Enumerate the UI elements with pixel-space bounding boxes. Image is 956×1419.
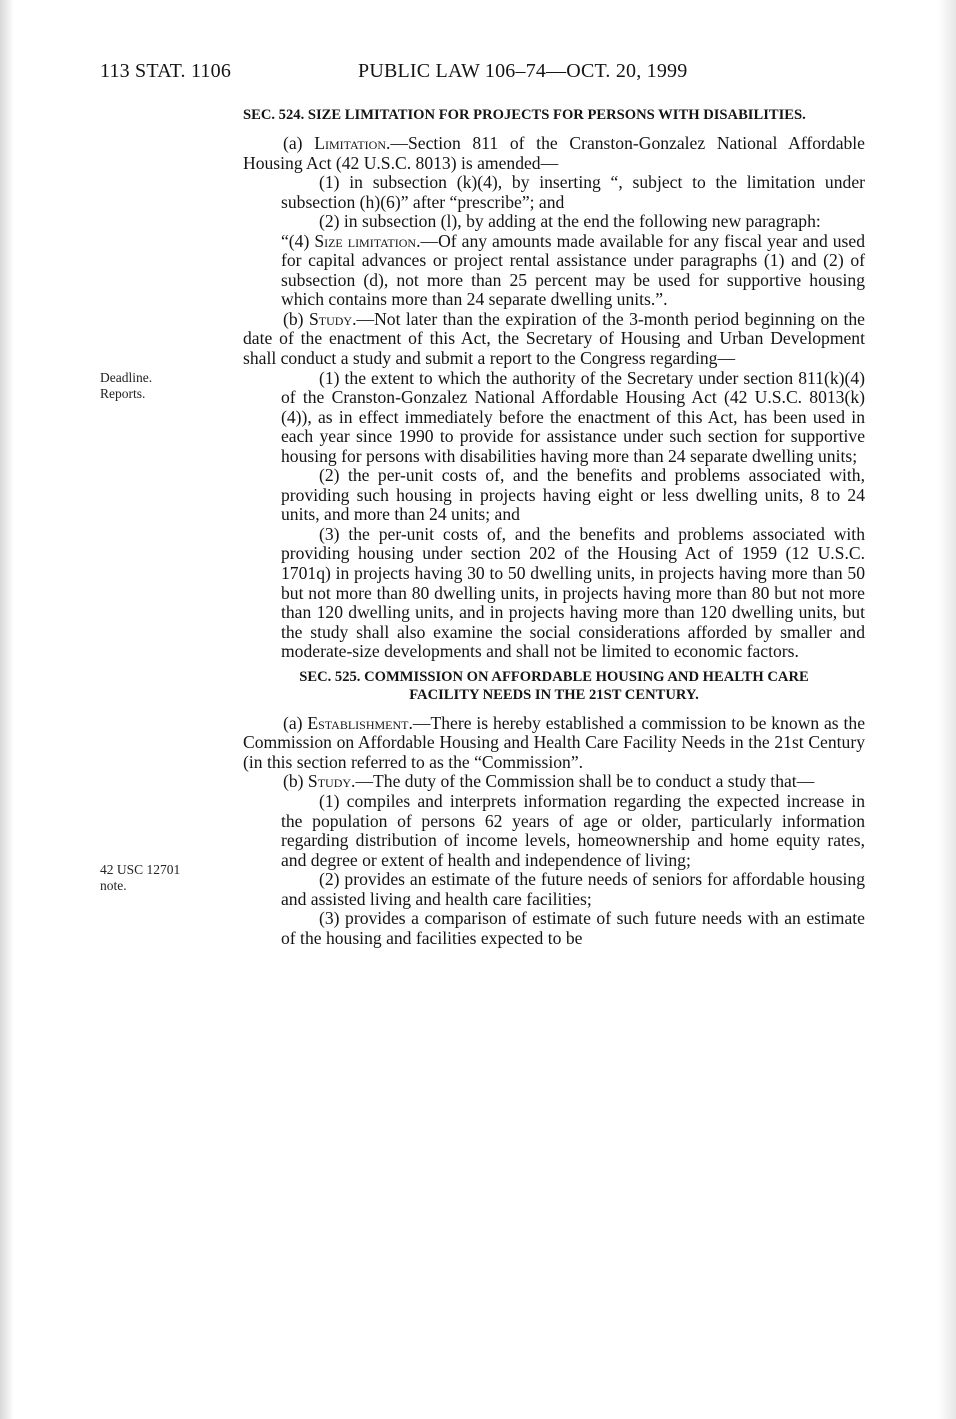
sec524-a-text: —Section 811 of the Cranston-Gonzalez National Affordable Housing Act (42 U.S.C. 8013) is amended— <box>243 133 865 173</box>
section-524-heading: SEC. 524. SIZE LIMITATION FOR PROJECTS FOR PERSONS WITH DISABILITIES. <box>243 107 806 123</box>
sec524-quote-text: —Of any amounts made available for any fiscal year and used for capital advances or project rental assistance under paragraphs (1) and (2) of subsection (d), not more than 25 percent may be used for supportive housing which contains more than 24 separate dwelling units.”. <box>281 230 866 310</box>
folio: 113 STAT. 1106 <box>100 60 232 82</box>
running-head: PUBLIC LAW 106–74—OCT. 20, 1999 <box>358 60 688 82</box>
sec525-a-text: —There is hereby established a commission to be known as the Commission on Affordable Housing and Health Care Facility Needs in the 21st Century (in this section referred to as the “Commission”. <box>243 712 865 772</box>
margin-note-usc-note: note. <box>100 878 127 893</box>
margin-note-deadline-text: Deadline. <box>100 370 153 385</box>
sec524-quote-caption: Size limitation. <box>314 230 421 251</box>
sec525-a-label: (a) <box>283 712 308 733</box>
section-525-heading-line2: FACILITY NEEDS IN THE 21ST CENTURY. <box>409 686 699 703</box>
sec524-b-paragraph-3: (3) the per-unit costs of, and the benefits and problems associated with providing housing under section 202 of the Housing Act of 1959 (12 U.S.C. 1701q) in projects having 30 to 50 dwelling units, in projects having more than 50 but not more than 80 dwelling units, in projects having more than 80 but not more than 120 dwelling units, and in projects having more than 120 dwelling units, but the study shall also examine the social considerations afforded by smaller and moderate-size developments and shall not be limited to economic factors. <box>281 523 865 662</box>
document-body <box>243 106 865 948</box>
sec525-b-paragraph-1: (1) compiles and interprets information regarding the expected increase in the population of persons 62 years of age or older, particularly information regarding distribution of income levels, homeownership and home equity rates, and degree or extent of health and independence of living; <box>281 790 865 870</box>
page-edge-shadow-right <box>938 0 956 1419</box>
margin-note-reports-text: Reports. <box>100 386 146 401</box>
sec525-subsection-a <box>243 714 865 773</box>
sec524-subsection-a <box>243 134 865 173</box>
sec525-b-caption: Study. <box>307 771 356 792</box>
sec524-b-paragraph-2: (2) the per-unit costs of, and the benefits and problems associated with, providing such housing in projects having eight or less dwelling units, 8 to 24 units, and more than 24 units; and <box>281 465 865 525</box>
sec525-a-caption: Establishment. <box>307 712 413 733</box>
sec525-b-paragraph-3: (3) provides a comparison of estimate of such future needs with an estimate of the housing and facilities expected to be <box>281 908 865 948</box>
section-525-heading <box>243 668 865 704</box>
sec525-b-text: —The duty of the Commission shall be to conduct a study that— <box>355 771 815 792</box>
sec525-b-label: (b) <box>283 771 308 792</box>
sec525-subsection-b <box>243 772 865 792</box>
sec524-b-text: —Not later than the expiration of the 3-month period beginning on the date of the enactment of this Act, the Secretary of Housing and Urban Development shall conduct a study and submit a report to the Congress regarding— <box>243 308 865 369</box>
sec524-quote-label: “(4) <box>281 230 315 251</box>
sec524-a-paragraph-2: (2) in subsection (l), by adding at the end the following new paragraph: <box>319 211 821 232</box>
page-edge-shadow <box>0 0 14 1419</box>
margin-note-usc <box>100 862 230 894</box>
sec524-quoted-paragraph-4 <box>243 232 865 310</box>
sec524-b-paragraph-1: (1) the extent to which the authority of the Secretary under section 811(k)(4) of the Cranston-Gonzalez National Affordable Housing Act (42 U.S.C. 8013(k)(4)), as in effect immediately before the enactment of this Act, has been used in each year since 1990 to provide for assistance under such section for supportive housing for persons with disabilities having more than 24 separate dwelling units; <box>281 367 865 466</box>
sec524-a-paragraph-1: (1) in subsection (k)(4), by inserting “, subject to the limitation under subsection (h)(6)” after “prescribe”; and <box>281 172 865 212</box>
sec524-a-caption: Limitation. <box>314 133 391 153</box>
sec524-b-caption: Study. <box>308 308 357 329</box>
sec524-subsection-b <box>243 310 865 369</box>
section-525-heading-line1: SEC. 525. COMMISSION ON AFFORDABLE HOUSING AND HEALTH CARE <box>299 668 809 685</box>
sec525-b-paragraph-2: (2) provides an estimate of the future needs of seniors for affordable housing and assisted living and health care facilities; <box>281 869 865 909</box>
margin-note-usc-cite: 42 USC 12701 <box>100 862 181 877</box>
sec524-a-label: (a) <box>283 133 315 153</box>
sec524-b-label: (b) <box>283 308 309 329</box>
margin-note-deadline <box>100 370 230 402</box>
